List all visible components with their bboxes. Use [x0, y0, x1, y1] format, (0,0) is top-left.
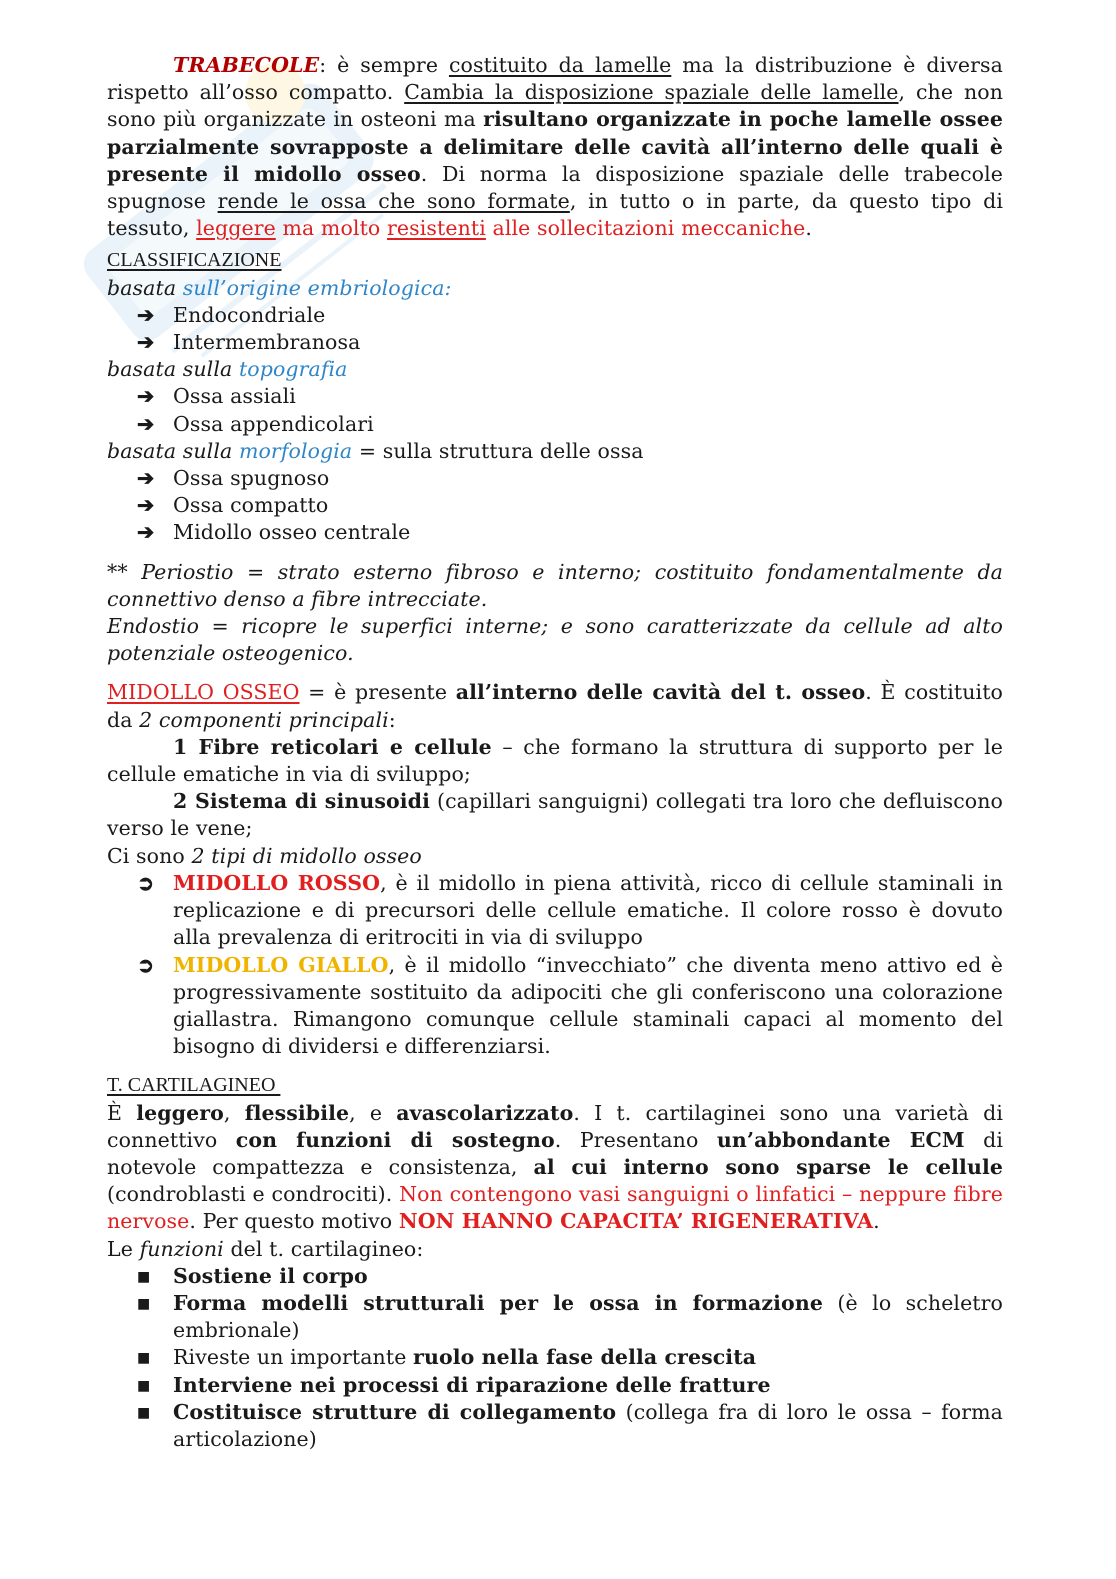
- bold-text: Interviene nei processi di riparazione delle fratture: [173, 1372, 771, 1397]
- text: basata: [107, 275, 183, 300]
- list-item-text: Endocondriale: [173, 302, 326, 327]
- text: ma la distribuzione è diversa rispetto all’osso compatto.: [107, 53, 1003, 105]
- text: basata sulla: [107, 438, 239, 463]
- cartilagineo-heading: T. CARTILAGINEO: [107, 1074, 281, 1097]
- text: , in tutto o in parte, da questo tipo di tessuto,: [107, 189, 1003, 241]
- text: Riveste un importante: [173, 1345, 414, 1370]
- text: (è lo scheletro embrionale): [173, 1290, 1003, 1343]
- classificazione-group-label: [107, 356, 1003, 383]
- endostio-note: Endostio = ricopre le superfici interne; e sono caratterizzate da cellule ad alto potenziale osteogenico.: [107, 614, 1003, 666]
- text: (capillari sanguigni) collegati tra loro che defluiscono verso le vene;: [107, 789, 1003, 841]
- blue-text: topografia: [238, 357, 348, 382]
- classificazione-group-label: [107, 275, 1003, 302]
- text: . Presentano: [554, 1127, 717, 1152]
- red-bold-text: NON HANNO CAPACITA’ RIGENERATIVA: [398, 1209, 874, 1234]
- square-bullet-icon: ■: [137, 1295, 151, 1312]
- arrow-icon: ➔: [137, 384, 155, 409]
- list-item-text: Ossa appendicolari: [173, 411, 374, 436]
- red-text: leggere: [196, 216, 276, 241]
- bold-text: 1 Fibre reticolari e cellule: [173, 734, 492, 759]
- list-item: [107, 329, 1003, 356]
- list-item-text: Ossa compatto: [173, 493, 329, 518]
- list-item: [107, 1399, 1003, 1453]
- classificazione-group-label: [107, 438, 1003, 465]
- midollo-component-1: [107, 734, 1003, 788]
- red-text: resistenti: [386, 216, 486, 241]
- blue-text: sull’origine embriologica:: [182, 275, 452, 300]
- list-item: [107, 411, 1003, 438]
- bold-text: risultano organizzate in poche lamelle ossee parzialmente sovrapposte a delimitare delle cavità all’interno delle quali è presente il midollo osseo: [107, 107, 1003, 186]
- trabecole-title: TRABECOLE: [173, 53, 320, 77]
- text: ,: [223, 1100, 245, 1125]
- bold-text: leggero: [136, 1100, 224, 1125]
- text: (condroblasti e condrociti).: [107, 1182, 400, 1207]
- list-item: [107, 383, 1003, 410]
- periostio-note: ** Periostio = strato esterno fibroso e interno; costituito fondamentalmente da connettivo denso a fibre intrecciate.: [107, 559, 1003, 611]
- classificazione-heading: CLASSIFICAZIONE: [107, 249, 282, 272]
- list-item-text: Ossa assiali: [173, 384, 296, 409]
- text: Le: [107, 1236, 140, 1261]
- red-bold-text: MIDOLLO ROSSO: [173, 870, 381, 895]
- text: .: [873, 1209, 880, 1234]
- text: = è presente: [299, 680, 456, 705]
- cartilagineo-paragraph: [107, 1100, 1003, 1236]
- list-item: [107, 870, 1003, 952]
- underlined-text: costituito da lamelle: [448, 53, 672, 77]
- yellow-bold-text: MIDOLLO GIALLO: [173, 952, 389, 977]
- text: . I t. cartilaginei sono una varietà di connettivo: [107, 1100, 1003, 1152]
- text: , e: [349, 1100, 397, 1125]
- text: . È costituito da: [107, 680, 1003, 732]
- bold-text: all’interno delle cavità del t. osseo: [455, 680, 866, 705]
- text: Ci sono: [107, 843, 192, 868]
- midollo-title: MIDOLLO OSSEO: [107, 680, 300, 705]
- text: .: [805, 216, 813, 241]
- italic-text: 2 componenti principali: [139, 707, 389, 732]
- italic-text: funzioni: [139, 1236, 224, 1261]
- list-item-text: Ossa spugnoso: [173, 466, 330, 491]
- midollo-component-2: [107, 788, 1003, 842]
- list-item-text: Midollo osseo centrale: [173, 520, 411, 545]
- text: : è sempre: [319, 53, 449, 77]
- midollo-types-list: [107, 870, 1003, 1060]
- list-item-text: Intermembranosa: [173, 330, 361, 355]
- bold-text: Sostiene il corpo: [173, 1263, 368, 1288]
- circle-arrow-icon: ➲: [137, 870, 155, 895]
- red-text: alle sollecitazioni meccaniche: [485, 216, 806, 241]
- text: di notevole compattezza e consistenza,: [107, 1127, 1003, 1179]
- list-item: [107, 302, 1003, 329]
- list-item: [107, 492, 1003, 519]
- arrow-icon: ➔: [137, 302, 155, 327]
- bold-text: un’abbondante ECM: [716, 1127, 965, 1152]
- text: . Di norma la disposizione spaziale delle trabecole spugnose: [107, 161, 1003, 214]
- text: (collega fra di loro le ossa – forma articolazione): [173, 1399, 1003, 1451]
- document-page: [107, 52, 1003, 1453]
- text: del t. cartilagineo:: [223, 1236, 424, 1261]
- square-bullet-icon: ■: [137, 1350, 151, 1367]
- list-item: [107, 1263, 1003, 1290]
- text: , è il midollo “invecchiato” che diventa meno attivo ed è progressivamente sostituito da adipociti che gli conferiscono una colorazione giallastra. Rimangono comunque cellule staminali capaci al momento del bisogno di dividersi e differenziarsi.: [173, 952, 1004, 1059]
- arrow-icon: ➔: [137, 520, 155, 545]
- bold-text: 2 Sistema di sinusoidi: [173, 789, 430, 814]
- text: – che formano la struttura di supporto per le cellule ematiche in via di sviluppo;: [107, 734, 1003, 787]
- arrow-icon: ➔: [137, 411, 155, 436]
- list-item: [107, 519, 1003, 546]
- classificazione-list: [107, 383, 1003, 437]
- list-item: [107, 952, 1003, 1061]
- text: , è il midollo in piena attività, ricco di cellule staminali in replicazione e di precursori delle cellule ematiche. Il colore rosso è dovuto alla prevalenza di eritrociti in via di sviluppo: [173, 870, 1004, 950]
- underlined-text: rende le ossa che sono formate: [217, 189, 570, 214]
- square-bullet-icon: ■: [137, 1404, 151, 1421]
- funzioni-label: [107, 1236, 1003, 1263]
- text: , che non sono più organizzate in osteoni ma: [107, 80, 1003, 132]
- underlined-text: Cambia la disposizione spaziale delle lamelle: [404, 80, 899, 105]
- text: . Per questo motivo: [189, 1209, 399, 1234]
- classificazione-list: [107, 465, 1003, 547]
- bold-text: Costituisce strutture di collegamento: [173, 1399, 617, 1424]
- funzioni-list: [107, 1263, 1003, 1453]
- red-text: Non contengono vasi sanguigni o linfatici – neppure fibre nervose: [107, 1182, 1003, 1234]
- midollo-types-label: [107, 843, 1003, 870]
- arrow-icon: ➔: [137, 330, 155, 355]
- list-item: [107, 1372, 1003, 1399]
- text: È: [107, 1100, 137, 1125]
- bold-text: al cui interno sono sparse le cellule: [533, 1154, 1003, 1179]
- list-item: [107, 1344, 1003, 1371]
- arrow-icon: ➔: [137, 466, 155, 491]
- red-text: ma molto: [275, 216, 387, 241]
- bold-text: avascolarizzato: [396, 1100, 574, 1125]
- circle-arrow-icon: ➲: [137, 952, 155, 977]
- bold-text: con funzioni di sostegno: [235, 1127, 555, 1152]
- blue-text: morfologia: [238, 438, 353, 463]
- list-item: [107, 465, 1003, 492]
- bold-text: ruolo nella fase della crescita: [413, 1345, 757, 1370]
- text: basata sulla: [107, 357, 239, 382]
- text: = sulla struttura delle ossa: [352, 438, 644, 463]
- list-item: [107, 1290, 1003, 1344]
- text: :: [388, 707, 396, 732]
- trabecole-paragraph: [107, 52, 1003, 242]
- italic-text: 2 tipi di midollo osseo: [191, 843, 422, 868]
- midollo-paragraph: [107, 679, 1003, 733]
- classificazione-list: [107, 302, 1003, 356]
- arrow-icon: ➔: [137, 493, 155, 518]
- square-bullet-icon: ■: [137, 1377, 151, 1394]
- square-bullet-icon: ■: [137, 1268, 151, 1285]
- bold-text: Forma modelli strutturali per le ossa in formazione: [173, 1290, 823, 1315]
- bold-text: flessibile: [244, 1100, 350, 1125]
